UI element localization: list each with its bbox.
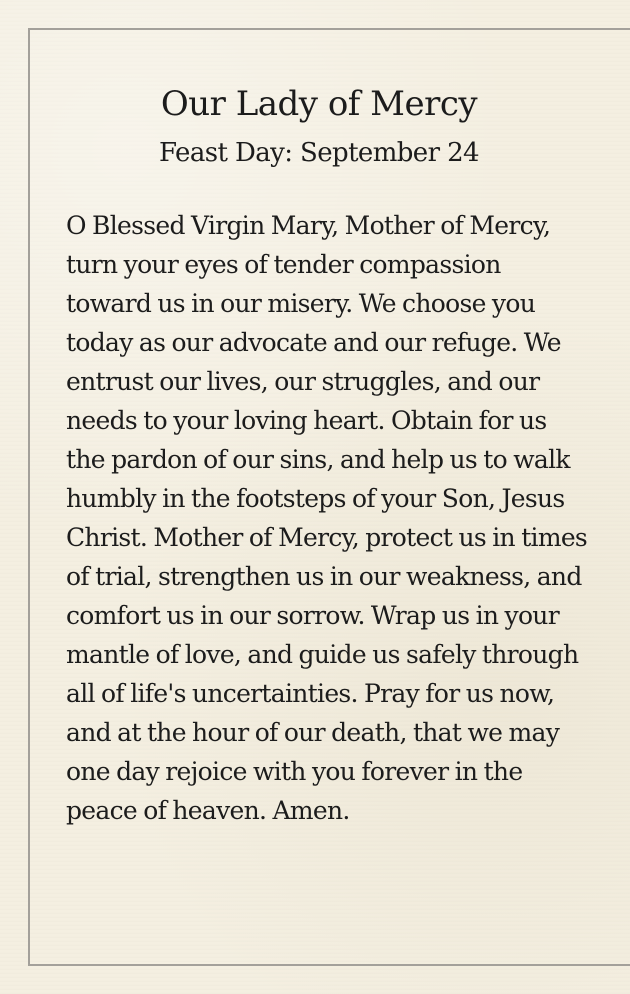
feast-day-subtitle: Feast Day: September 24: [159, 138, 479, 168]
prayer-title: Our Lady of Mercy: [160, 84, 478, 124]
prayer-text: O Blessed Virgin Mary, Mother of Mercy, turn your eyes of tender compassion toward us in our misery. We choose you today as our advocate and our refuge. We entrust our lives, our struggles, and our needs to your loving heart. Obtain for us the pardon of our sins, and help us to walk humbly in the footsteps of your Son, Jesus Christ. Mother of Mercy, protect us in times of trial, strengthen us in our weakness, and comfort us in our sorrow. Wrap us in your mantle of love, and guide us safely through all of life's uncertainties. Pray for us now, and at the hour of our death, that we may one day rejoice with you forever in the peace of heaven. Amen.: [66, 211, 588, 825]
